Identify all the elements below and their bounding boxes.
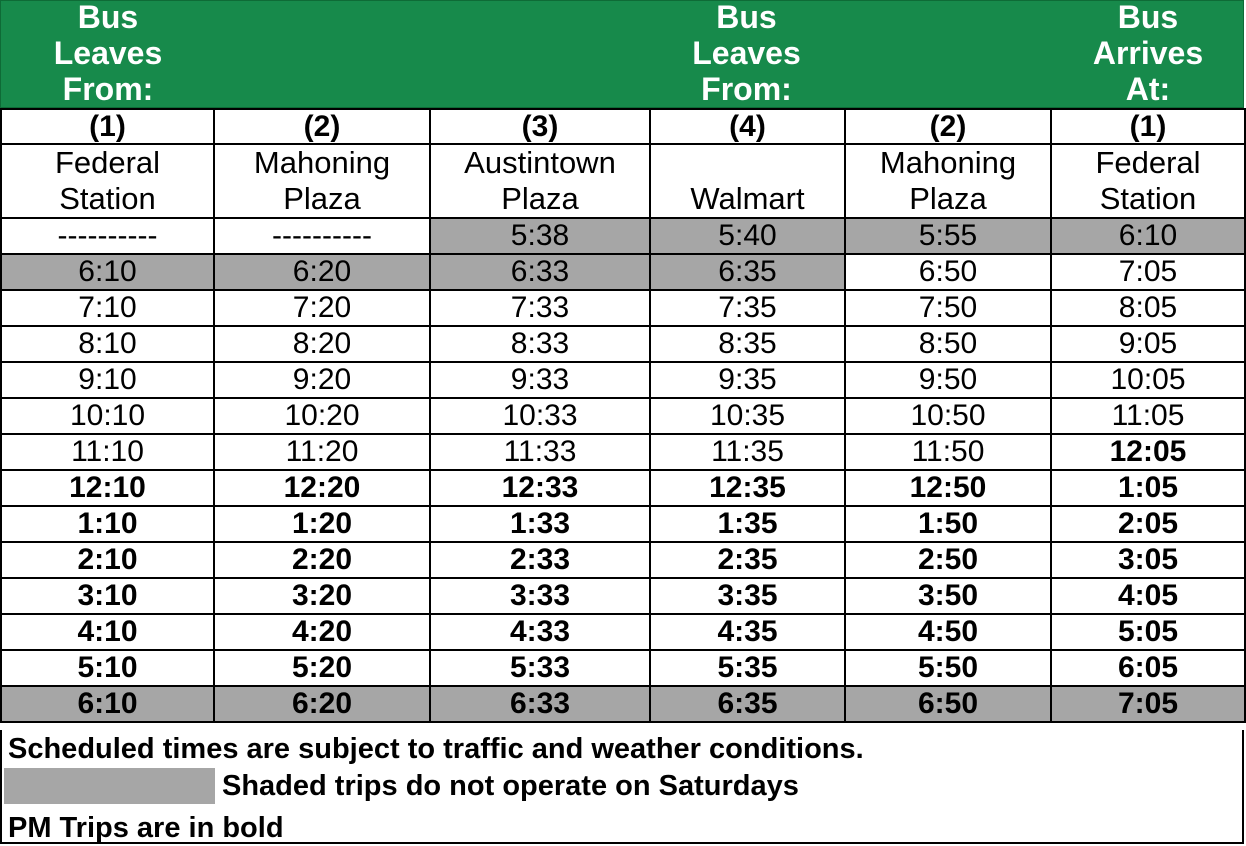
trip-time: 10:05: [1051, 362, 1245, 398]
trip-time: ----------: [1, 218, 214, 254]
trip-time: 11:33: [430, 434, 650, 470]
stop-number: (1): [1, 109, 214, 144]
trip-time: 6:05: [1051, 650, 1245, 686]
trip-row: [1, 578, 1245, 614]
trip-time: 11:50: [845, 434, 1051, 470]
trip-time: 9:10: [1, 362, 214, 398]
trip-time: 12:10: [1, 470, 214, 506]
trip-row: [1, 470, 1245, 506]
trip-row: [1, 542, 1245, 578]
header-leaves-from-1: Bus Leaves From:: [53, 0, 163, 107]
trip-time: 3:50: [845, 578, 1051, 614]
stop-name: Walmart: [650, 144, 845, 218]
stop-name: Mahoning Plaza: [845, 144, 1051, 218]
trip-time: 5:50: [845, 650, 1051, 686]
trip-time: 12:35: [650, 470, 845, 506]
trip-time: 10:20: [214, 398, 430, 434]
trip-time: 7:50: [845, 290, 1051, 326]
trip-time: 3:35: [650, 578, 845, 614]
shade-legend-swatch: [4, 768, 215, 804]
trip-time: 2:50: [845, 542, 1051, 578]
trip-time: 6:50: [845, 686, 1051, 722]
trip-time: 10:35: [650, 398, 845, 434]
trip-row: [1, 326, 1245, 362]
trip-time: 2:20: [214, 542, 430, 578]
trip-time: 6:50: [845, 254, 1051, 290]
trip-row: [1, 218, 1245, 254]
trip-time: 3:33: [430, 578, 650, 614]
trip-time: 1:35: [650, 506, 845, 542]
stop-name-row: [1, 144, 1245, 218]
trip-time: 5:55: [845, 218, 1051, 254]
trip-time: 2:10: [1, 542, 214, 578]
trip-time: 11:35: [650, 434, 845, 470]
trip-time: 10:10: [1, 398, 214, 434]
trip-time: 4:10: [1, 614, 214, 650]
trip-time: 12:33: [430, 470, 650, 506]
trip-time: 9:05: [1051, 326, 1245, 362]
trip-time: 1:05: [1051, 470, 1245, 506]
trip-time: 12:20: [214, 470, 430, 506]
trip-time: 2:05: [1051, 506, 1245, 542]
trip-time: ----------: [214, 218, 430, 254]
stop-name: Federal Station: [1, 144, 214, 218]
trip-time: 7:10: [1, 290, 214, 326]
stop-name: Austintown Plaza: [430, 144, 650, 218]
trip-time: 12:05: [1051, 434, 1245, 470]
trip-time: 6:35: [650, 686, 845, 722]
trip-time: 7:05: [1051, 686, 1245, 722]
trip-time: 5:10: [1, 650, 214, 686]
stop-name: Federal Station: [1051, 144, 1245, 218]
trip-time: 7:35: [650, 290, 845, 326]
trip-time: 5:20: [214, 650, 430, 686]
trip-time: 5:40: [650, 218, 845, 254]
trip-time: 5:38: [430, 218, 650, 254]
trip-time: 6:20: [214, 686, 430, 722]
schedule-table: [0, 108, 1246, 723]
stop-number: (3): [430, 109, 650, 144]
trip-row: [1, 398, 1245, 434]
schedule-header: [0, 0, 1244, 108]
trip-time: 5:05: [1051, 614, 1245, 650]
trip-time: 4:35: [650, 614, 845, 650]
trip-time: 2:33: [430, 542, 650, 578]
trip-row: [1, 614, 1245, 650]
trip-time: 9:50: [845, 362, 1051, 398]
trip-time: 5:35: [650, 650, 845, 686]
trip-time: 10:50: [845, 398, 1051, 434]
trip-time: 4:05: [1051, 578, 1245, 614]
trip-time: 11:05: [1051, 398, 1245, 434]
trip-time: 7:05: [1051, 254, 1245, 290]
stop-number: (4): [650, 109, 845, 144]
trip-row: [1, 254, 1245, 290]
trip-row: [1, 650, 1245, 686]
trip-time: 6:35: [650, 254, 845, 290]
trip-row: [1, 506, 1245, 542]
trip-time: 6:33: [430, 686, 650, 722]
stop-name: Mahoning Plaza: [214, 144, 430, 218]
trip-time: 9:33: [430, 362, 650, 398]
trip-time: 1:33: [430, 506, 650, 542]
header-arrives-at: Bus Arrives At:: [1092, 0, 1204, 107]
trip-time: 6:33: [430, 254, 650, 290]
trip-time: 8:20: [214, 326, 430, 362]
trip-time: 4:20: [214, 614, 430, 650]
trip-time: 5:33: [430, 650, 650, 686]
trip-time: 6:10: [1051, 218, 1245, 254]
bold-note: PM Trips are in bold: [8, 812, 284, 844]
trip-time: 1:50: [845, 506, 1051, 542]
trip-time: 1:10: [1, 506, 214, 542]
trip-time: 7:20: [214, 290, 430, 326]
trip-time: 9:20: [214, 362, 430, 398]
trip-time: 4:33: [430, 614, 650, 650]
header-leaves-from-2: Bus Leaves From:: [692, 0, 801, 107]
trip-time: 10:33: [430, 398, 650, 434]
stop-number: (2): [214, 109, 430, 144]
trip-row: [1, 290, 1245, 326]
trip-time: 8:33: [430, 326, 650, 362]
trip-time: 3:05: [1051, 542, 1245, 578]
trip-row: [1, 362, 1245, 398]
trip-time: 8:05: [1051, 290, 1245, 326]
trip-time: 2:35: [650, 542, 845, 578]
trip-row: [1, 686, 1245, 722]
trip-time: 4:50: [845, 614, 1051, 650]
shaded-note: Shaded trips do not operate on Saturdays: [222, 770, 799, 802]
conditions-note: Scheduled times are subject to traffic and weather conditions.: [8, 733, 864, 765]
trip-time: 6:20: [214, 254, 430, 290]
trip-time: 9:35: [650, 362, 845, 398]
trip-time: 8:35: [650, 326, 845, 362]
stop-number: (1): [1051, 109, 1245, 144]
trip-time: 6:10: [1, 686, 214, 722]
trip-time: 3:20: [214, 578, 430, 614]
trip-time: 11:20: [214, 434, 430, 470]
trip-time: 7:33: [430, 290, 650, 326]
stop-number-row: [1, 109, 1245, 144]
trip-time: 11:10: [1, 434, 214, 470]
trip-row: [1, 434, 1245, 470]
trip-time: 8:50: [845, 326, 1051, 362]
trip-time: 12:50: [845, 470, 1051, 506]
trip-time: 8:10: [1, 326, 214, 362]
stop-number: (2): [845, 109, 1051, 144]
trip-time: 3:10: [1, 578, 214, 614]
trip-time: 1:20: [214, 506, 430, 542]
schedule-notes: [0, 730, 1244, 844]
trip-time: 6:10: [1, 254, 214, 290]
